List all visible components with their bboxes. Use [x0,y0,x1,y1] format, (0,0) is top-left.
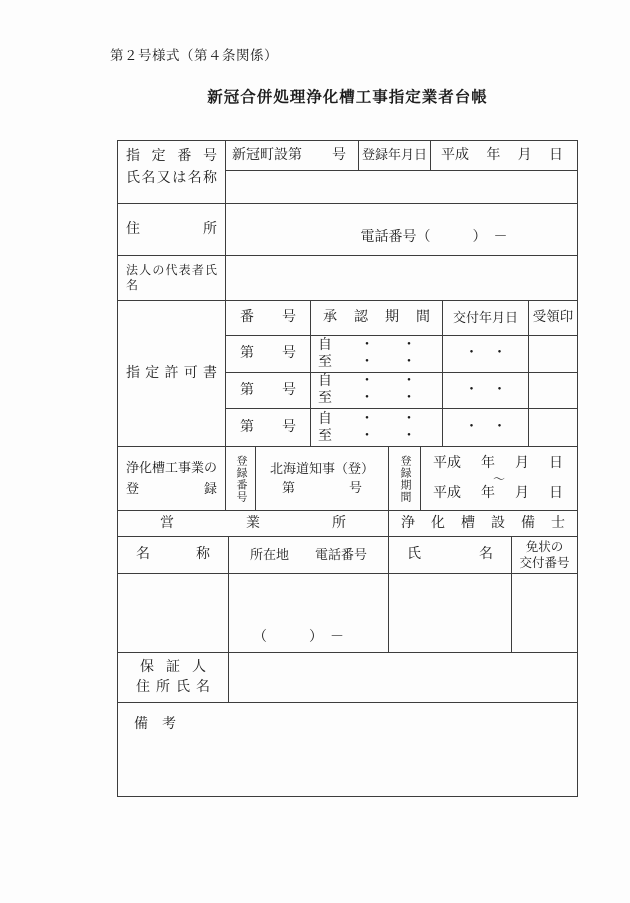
office-location-col-cell [229,537,389,573]
row-office-entry [118,574,577,653]
permit-col-period-cell [311,301,443,335]
technician-name-col-cell [389,537,512,573]
permit-col-number-cell [226,301,311,335]
tilde-separator: 〜 [492,471,505,486]
tank-authority-number [256,480,388,496]
office-name-value-cell [118,574,229,652]
month-label: 月 [515,456,529,471]
permit-number-cell [226,373,311,409]
row-column-headers [118,537,577,574]
registration-date-label-cell [359,141,431,170]
address-label-cell [118,204,226,255]
applicant-name-label: 氏名又は名称 [126,170,217,186]
permit-period-cell [311,336,443,372]
permit-row-2 [226,373,577,410]
designation-number-prefix: 新冠町設第 [232,147,302,163]
permit-col-seal-label: 受領印 [532,309,574,325]
designation-name-label-cell [118,141,226,203]
tank-period-to [421,485,577,503]
permit-period-cell [311,409,443,446]
permit-issue-date-dots: ・ ・ [464,345,507,361]
permit-number-cell [226,409,311,446]
office-name-col-cell [118,537,229,573]
permit-period-from: 自 ・ ・ [318,411,416,427]
technician-header-cell [389,511,577,536]
phone-number-label: 電話番号（ ） － [360,229,508,245]
row-guarantor [118,653,577,703]
permit-issue-date-cell [443,409,529,446]
representative-value-cell [226,256,577,300]
office-header: 営業所 [160,515,346,531]
row-representative [118,256,577,301]
guarantor-label-line1: 保証人 [140,659,206,675]
permit-number-prefix: 第 [240,345,254,361]
tank-authority-name: 北海道知事（登） [269,460,374,476]
guarantor-label-cell [118,653,229,702]
tank-reg-number-header: 登録番号 [235,454,247,503]
permit-period-to: 至 ・ ・ [318,354,416,370]
address-label: 住所 [126,221,217,237]
office-name-col-label: 名称 [136,547,210,563]
representative-label: 法人の代表者氏名 [126,263,217,292]
year-label: 年 [486,147,501,163]
permit-label-cell [118,301,226,446]
permit-number-prefix: 第 [240,382,254,398]
guarantor-label-line2: 住所氏名 [136,680,210,695]
permit-number-cell [226,336,311,372]
permit-period-to: 至 ・ ・ [318,391,416,407]
row-tank-works-registration [118,447,577,511]
representative-label-cell [118,256,226,300]
permit-header-row [226,301,577,336]
year-label: 年 [481,456,495,471]
era-label: 平成 [433,485,461,501]
tank-period-cell [421,447,577,510]
applicant-name-value-cell [226,171,577,203]
permit-label: 指定許可書 [126,365,217,381]
permit-seal-cell [529,373,577,409]
era-label: 平成 [441,147,469,163]
address-value-cell [226,204,577,255]
designation-number-value-cell [226,141,359,170]
day-label: 日 [549,456,563,471]
row-remarks [118,703,577,796]
registration-date-label: 登録年月日 [361,147,427,163]
license-number-col-cell [512,537,577,573]
designation-number-row [226,141,577,171]
tank-registration-label-line1: 浄化槽工事業の [126,459,218,475]
designation-number-label: 指定番号 [126,149,217,164]
permit-seal-cell [529,336,577,372]
technician-name-col-label: 氏名 [407,547,493,563]
register-form-table [117,140,578,797]
remarks-label: 備 考 [134,717,176,732]
permit-row-1 [226,336,577,373]
permit-issue-date-cell [443,373,529,409]
tank-authority-cell [256,447,389,510]
office-phone-placeholder: （ ） － [253,629,344,645]
row-designation-permit [118,301,577,447]
month-label: 月 [515,485,529,501]
license-col-line1: 免状の [525,539,564,554]
permit-issue-date-dots: ・ ・ [464,419,507,435]
office-location-col-label: 所在地 電話番号 [249,546,367,562]
tank-reg-number-header-cell [226,447,256,510]
row-designation-and-name [118,141,577,204]
technician-name-value-cell [389,574,512,652]
tank-registration-label-cell [118,447,226,510]
form-number-note: 第２号様式（第４条関係） [110,48,278,63]
registration-date-value-cell [431,141,577,170]
permit-col-number-label: 番号 [240,310,296,326]
license-number-value-cell [512,574,577,652]
tank-period-from [421,455,577,473]
guarantor-value-cell [229,653,577,702]
permit-col-period-label: 承認期間 [323,310,430,326]
permit-col-issue-date-label: 交付年月日 [452,309,518,325]
tank-authority-number-suffix: 号 [348,480,362,495]
permit-number-suffix: 号 [282,382,296,398]
permit-issue-date-dots: ・ ・ [464,382,507,398]
year-label: 年 [481,485,495,501]
permit-period-cell [311,373,443,409]
permit-seal-cell [529,409,577,446]
month-label: 月 [517,147,532,163]
permit-number-prefix: 第 [240,419,254,435]
day-label: 日 [549,485,563,501]
designation-name-content [226,141,577,203]
tank-registration-label-line2: 登録 [126,481,217,496]
row-section-headers [118,511,577,537]
permit-issue-date-cell [443,336,529,372]
permit-period-from: 自 ・ ・ [318,374,416,390]
tank-period-header: 登録期間 [399,454,411,503]
office-header-cell [118,511,389,536]
permit-number-suffix: 号 [282,345,296,361]
tank-authority-number-prefix: 第 [282,480,296,495]
day-label: 日 [548,147,563,163]
remarks-cell [118,703,577,796]
era-label: 平成 [433,456,461,471]
office-location-value-cell [229,574,389,652]
row-address [118,204,577,256]
tank-period-header-cell [389,447,421,510]
designation-number-suffix: 号 [332,147,346,163]
permit-col-seal-cell [529,301,577,335]
permit-row-3 [226,409,577,446]
permit-period-to: 至 ・ ・ [318,428,416,444]
technician-header: 浄化槽設備士 [401,515,565,531]
permit-subtable [226,301,577,446]
permit-col-issue-date-cell [443,301,529,335]
permit-number-suffix: 号 [282,419,296,435]
page-title: 新冠合併処理浄化槽工事指定業者台帳 [207,89,488,106]
permit-period-from: 自 ・ ・ [318,337,416,353]
applicant-name-row [226,171,577,203]
license-col-line2: 交付番号 [519,556,570,570]
